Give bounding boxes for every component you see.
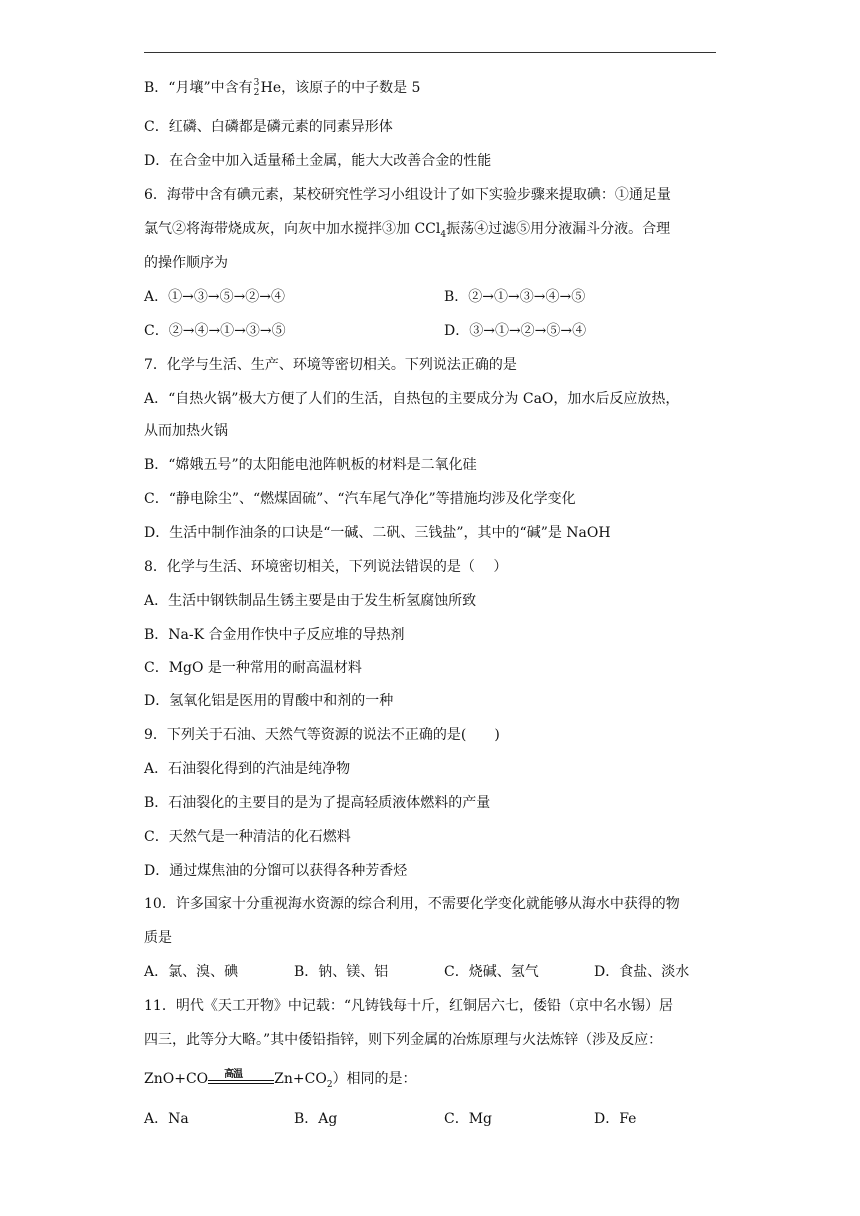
q6-stem-line-1: 6．海带中含有碘元素，某校研究性学习小组设计了如下实验步骤来提取碘：①通足量	[144, 187, 671, 203]
q8-option-c: C．MgO 是一种常用的耐高温材料	[144, 660, 362, 676]
q9-option-b: B．石油裂化的主要目的是为了提高轻质液体燃料的产量	[144, 795, 491, 811]
q5-option-b: B．“月壤”中含有 3 2 He，该原子的中子数是 5	[144, 78, 421, 98]
q7-option-a-line-1: A．“自热火锅”极大方便了人们的生活，自热包的主要成分为 CaO，加水后反应放热，	[144, 391, 680, 407]
q10-option-a: A．氯、溴、碘	[144, 964, 239, 980]
q7-option-b: B．“嫦娥五号”的太阳能电池阵帆板的材料是二氧化硅	[144, 457, 477, 473]
q10-option-b: B．钠、镁、铝	[294, 964, 389, 980]
q7-option-a-line-2: 从而加热火锅	[144, 423, 228, 439]
q9-option-a: A．石油裂化得到的汽油是纯净物	[144, 761, 351, 777]
q7-option-c: C．“静电除尘”、“燃煤固硫”、“汽车尾气净化”等措施均涉及化学变化	[144, 491, 576, 507]
q10-option-d: D．食盐、淡水	[594, 964, 690, 980]
q6-option-a: A．①→③→⑤→②→④	[144, 289, 286, 305]
q10-stem-line-1: 10．许多国家十分重视海水资源的综合利用，不需要化学变化就能够从海水中获得的物	[144, 896, 680, 912]
helium-isotope-notation: 3 2	[253, 78, 260, 98]
q11-option-b: B．Ag	[294, 1111, 338, 1127]
q11-option-c: C．Mg	[444, 1111, 493, 1127]
q8-option-d: D．氢氧化铝是医用的胃酸中和剂的一种	[144, 693, 394, 709]
q9-stem: 9．下列关于石油、天然气等资源的说法不正确的是( )	[144, 727, 500, 743]
q11-stem-line-2: 四三，此等分大略。”其中倭铅指锌，则下列金属的冶炼原理与火法炼锌（涉及反应：	[144, 1032, 663, 1048]
q8-option-a: A．生活中钢铁制品生锈主要是由于发生析氢腐蚀所致	[144, 593, 477, 609]
q6-option-c: C．②→④→①→③→⑤	[144, 323, 286, 339]
q7-stem: 7．化学与生活、生产、环境等密切相关。下列说法正确的是	[144, 357, 517, 373]
reaction-condition-arrow: 高温	[208, 1069, 274, 1089]
q6-option-b: B．②→①→③→④→⑤	[444, 289, 586, 305]
q11-option-d: D．Fe	[594, 1111, 637, 1127]
q11-option-a: A．Na	[144, 1111, 189, 1127]
q9-option-c: C．天然气是一种清洁的化石燃料	[144, 829, 351, 845]
q5-option-d: D．在合金中加入适量稀土金属，能大大改善合金的性能	[144, 153, 492, 169]
q6-stem-line-3: 的操作顺序为	[144, 255, 228, 271]
q10-stem-line-2: 质是	[144, 930, 172, 946]
q9-option-d: D．通过煤焦油的分馏可以获得各种芳香烃	[144, 863, 408, 879]
q11-stem-line-1: 11．明代《天工开物》中记载：“凡铸钱每十斤，红铜居六七，倭铅（京中名水锡）居	[144, 998, 673, 1014]
q5-option-b-text: B．“月壤”中含有	[144, 80, 253, 96]
q6-stem-line-2: 氯气②将海带烧成灰，向灰中加水搅拌③加 CCl$_4$振荡④过滤⑤用分液漏斗分液。合理	[144, 221, 671, 240]
q5-option-c: C．红磷、白磷都是磷元素的同素异形体	[144, 119, 393, 135]
q11-reaction-equation: ZnO+CO 高温 $Zn+CO_2$）相同的是：	[144, 1069, 417, 1090]
q10-option-c: C．烧碱、氢气	[444, 964, 539, 980]
q8-stem: 8．化学与生活、环境密切相关，下列说法错误的是（ ）	[144, 559, 508, 575]
q6-option-d: D．③→①→②→⑤→④	[444, 323, 587, 339]
header-rule	[144, 52, 716, 53]
q7-option-d: D．生活中制作油条的口诀是“一碱、二矾、三钱盐”，其中的“碱”是 NaOH	[144, 525, 611, 541]
q8-option-b: B．Na-K 合金用作快中子反应堆的导热剂	[144, 627, 405, 643]
